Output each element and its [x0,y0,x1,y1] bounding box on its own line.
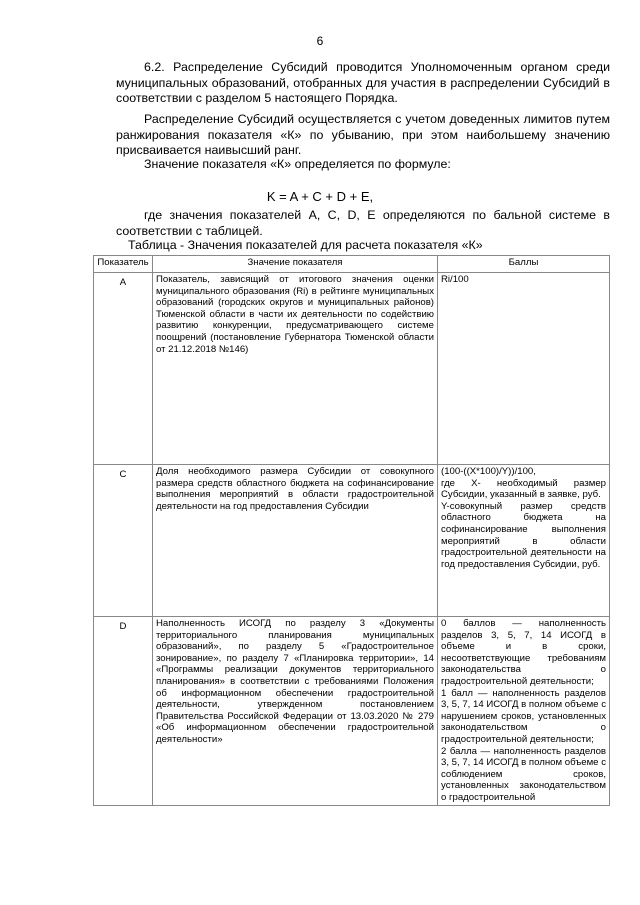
row-points: (100-((X*100)/Y))/100, где X- необходимый размер Субсидии, указанный в заявке, руб. Y-совокупный размер средств областного бюджета на софинансирование выполнения мероприятий в области градостроительной деятельности на год предоставления Субсидии, руб. [438,465,610,617]
row-code: C [94,465,153,617]
indicator-table [93,255,610,806]
header-points: Баллы [438,256,610,273]
table-header-row [94,256,610,273]
paragraph-6-2: 6.2. Распределение Субсидий проводится Уполномоченным органом среди муниципальных образований, отобранных для участия в распределении Субсидий в соответствии с разделом 5 настоящего Порядка. [116,60,610,105]
row-points: 0 баллов — наполненность разделов 3, 5, 7, 14 ИСОГД в объеме и в сроки, несоответствующие требованиям законодательства о градостроительной деятельности; 1 балл — наполненность разделов 3, 5, 7, 14 ИСОГД в полном объеме с нарушением сроков, установленных законодательством о градостроительной деятельности; 2 балла — наполненность разделов 3, 5, 7, 14 ИСОГД в полном объеме с соблюдением сроков, установленных законодательством о градостроительной [438,617,610,806]
header-value: Значение показателя [153,256,438,273]
row-description: Доля необходимого размера Субсидии от совокупного размера средств областного бюджета на софинансирование выполнения мероприятий в области градостроительной деятельности на год предоставления Субсидии [153,465,438,617]
paragraph-formula-intro: Значение показателя «К» определяется по формуле: [144,157,451,171]
table-row [94,465,610,617]
paragraph-where: где значения показателей A, C, D, E определяются по бальной системе в соответствии с таблицей. [116,208,610,238]
paragraph-distribution: Распределение Субсидий осуществляется с учетом доведенных лимитов путем ранжирования показателя «К» по убыванию, при этом наибольшему значению присваивается наивысший ранг. [116,112,610,157]
table-caption: Таблица - Значения показателей для расчета показателя «К» [128,238,483,252]
row-description: Показатель, зависящий от итогового значения оценки муниципального образования (Ri) в рейтинге муниципальных образований (городских округов и муниципальных районов) Тюменской области в части их деятельности по содействию развитию конкуренции, предусматривающего системе поощрений (постановление Губернатора Тюменской области от 21.12.2018 №146) [153,273,438,465]
table-row [94,273,610,465]
table-row [94,617,610,806]
page-number: 6 [316,34,324,48]
header-indicator: Показатель [94,256,153,273]
formula: K = A + C + D + E, [266,189,374,204]
row-points: Ri/100 [438,273,610,465]
row-description: Наполненность ИСОГД по разделу 3 «Документы территориального планирования муниципальных образований», по разделу 5 «Градостроительное зонирование», по разделу 7 «Планировка территории», 14 «Программы реализации документов территориального планирования» в соответствии с требованиями Положения об информационном обеспечении градостроительной деятельности, утвержденном постановлением Правительства Российской Федерации от 13.03.2020 № 279 «Об информационном обеспечении градостроительной деятельности» [153,617,438,806]
row-code: A [94,273,153,465]
row-code: D [94,617,153,806]
